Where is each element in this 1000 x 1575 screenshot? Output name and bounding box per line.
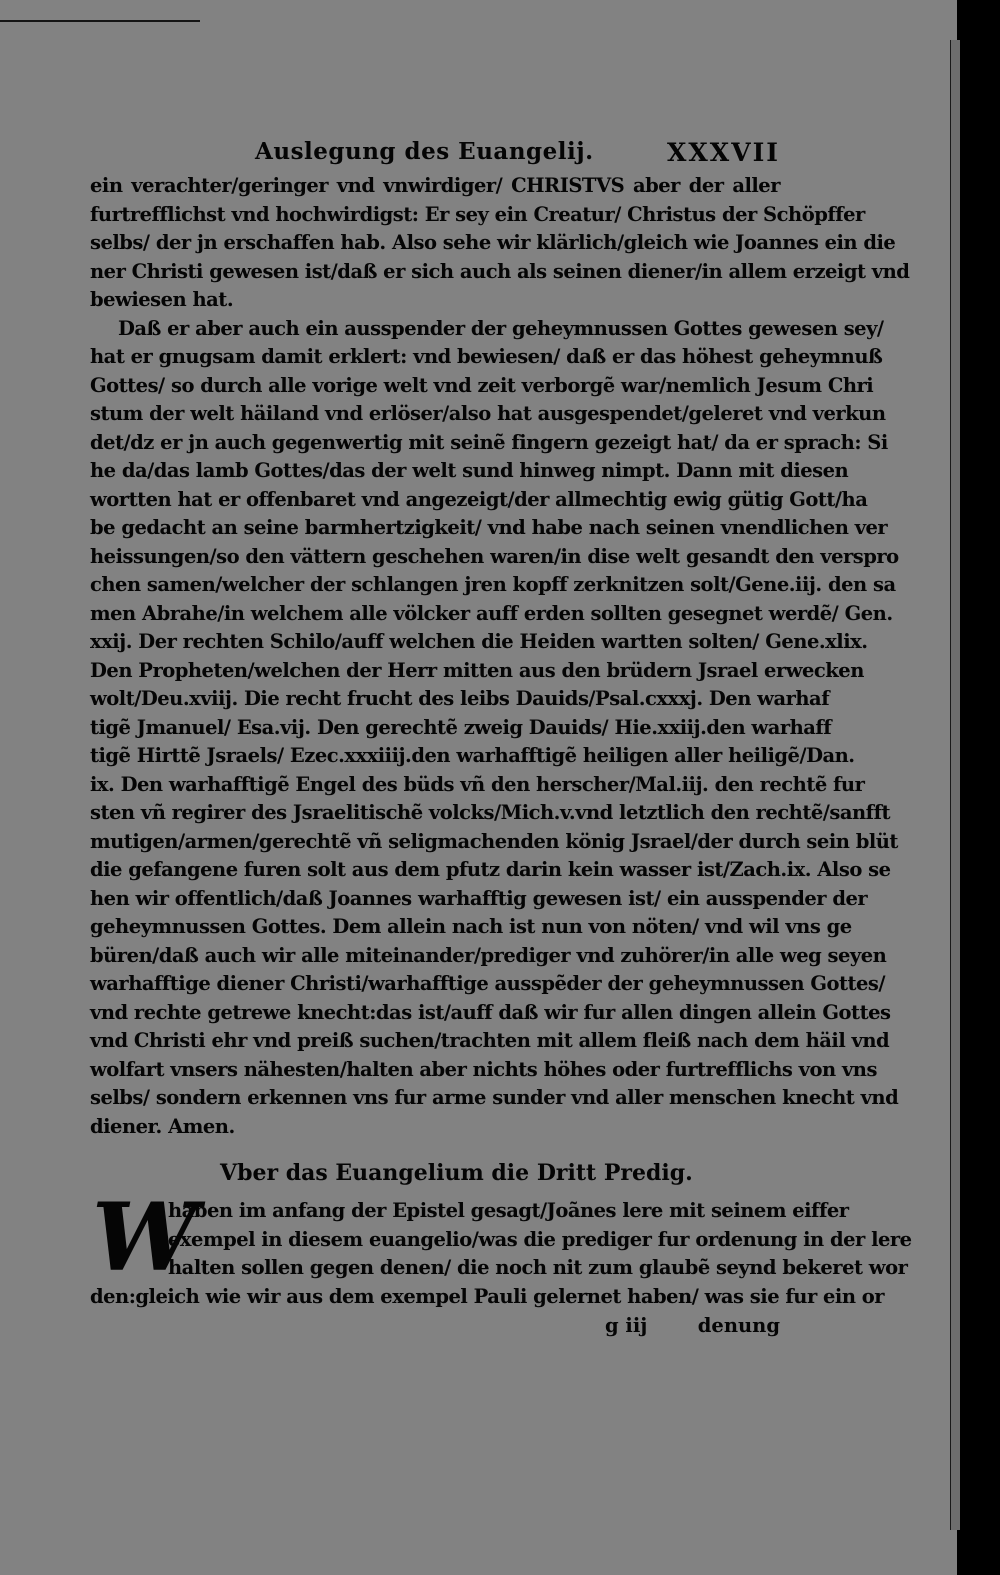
text-line: wortten hat er offenbaret vnd angezeigt/der allmechtig ewig gütig Gott/ha xyxy=(90,487,868,511)
text-line: be gedacht an seine barmhertzigkeit/ vnd habe nach seinen vnendlichen ver xyxy=(90,516,888,539)
text-line: Gottes/ so durch alle vorige welt vnd zeit verborgẽ war/nemlich Jesum Chri xyxy=(90,373,874,397)
text-line: xxij. Der rechten Schilo/auff welchen die Heiden wartten solten/ Gene.xlix. xyxy=(90,630,868,653)
text-line: heissungen/so den vättern geschehen waren/in dise welt gesandt den verspro xyxy=(90,544,899,568)
drop-cap-initial: W xyxy=(92,1183,198,1293)
text-line: halten sollen gegen denen/ die noch nit zum glaubẽ seynd bekeret wor xyxy=(168,1256,908,1279)
signature-mark: g iij xyxy=(605,1314,648,1337)
text-line: det/dz er jn auch gegenwertig mit seinẽ fingern gezeigt hat/ da er sprach: Si xyxy=(90,430,888,454)
section-title: Vber das Euangelium die Dritt Predig. xyxy=(220,1160,693,1186)
folio-number: XXXVII xyxy=(667,138,780,167)
text-line: Daß er aber auch ein ausspender der geheymnussen Gottes gewesen sey/ xyxy=(118,316,884,340)
text-line: chen samen/welcher der schlangen jren kopff zerknitzen solt/Gene.iij. den sa xyxy=(90,573,896,596)
text-line: haben im anfang der Epistel gesagt/Joãnes lere mit seinem eiffer xyxy=(168,1199,849,1222)
paragraph-continuation xyxy=(90,172,910,315)
text-line: ix. Den warhafftigẽ Engel des büds vñ den herscher/Mal.iij. den rechtẽ fur xyxy=(90,772,865,796)
paragraph-main xyxy=(90,315,899,1142)
text-line: diener. Amen. xyxy=(90,1114,235,1138)
text-line: selbs/ der jn erschaffen hab. Also sehe wir klärlich/gleich wie Joannes ein die xyxy=(90,231,896,254)
text-line: vnd rechte getrewe knecht:das ist/auff daß wir fur allen dingen allein Gottes xyxy=(90,1000,891,1024)
text-line: den:gleich wie wir aus dem exempel Pauli gelernet haben/ was sie fur ein or xyxy=(90,1284,885,1308)
text-line: stum der welt häiland vnd erlöser/also hat ausgespendet/geleret vnd verkun xyxy=(90,402,886,425)
text-line: die gefangene furen solt aus dem pfutz darin kein wasser ist/Zach.ix. Also se xyxy=(90,858,891,881)
text-line: Den Propheten/welchen der Herr mitten aus den brüdern Jsrael erwecken xyxy=(90,658,864,682)
book-binding xyxy=(960,0,1000,1575)
text-line: exempel in diesem euangelio/was die prediger fur ordenung in der lere xyxy=(168,1227,912,1251)
text-line: bewiesen hat. xyxy=(90,288,234,311)
text-line: geheymnussen Gottes. Dem allein nach ist nun von nöten/ vnd wil vns ge xyxy=(90,915,852,938)
text-line: men Abrahe/in welchem alle völcker auff erden sollten gesegnet werdẽ/ Gen. xyxy=(90,601,893,625)
text-line: tigẽ Jmanuel/ Esa.vij. Den gerechtẽ zweig Dauids/ Hie.xxiij.den warhaff xyxy=(90,715,832,739)
text-line: sten vñ regirer des Jsraelitischẽ volcks/Mich.v.vnd letztlich den rechtẽ/sanfft xyxy=(90,801,890,824)
text-line: büren/daß auch wir alle miteinander/prediger vnd zuhörer/in alle weg seyen xyxy=(90,943,887,967)
text-line: warhafftige diener Christi/warhafftige ausspẽder der geheymnussen Gottes/ xyxy=(90,972,886,995)
page-header xyxy=(90,132,780,172)
text-line: ein verachter/geringer vnd vnwirdiger/ CHRISTVS aber der aller xyxy=(90,174,780,197)
text-line: tigẽ Hirttẽ Jsraels/ Ezec.xxxiiij.den warhafftigẽ heiligen aller heiligẽ/Dan. xyxy=(90,744,855,767)
text-line: furtrefflichst vnd hochwirdigst: Er sey ein Creatur/ Christus der Schöpffer xyxy=(90,202,865,226)
text-line: vnd Christi ehr vnd preiß suchen/trachten mit allem fleiß nach dem häil vnd xyxy=(90,1029,890,1052)
text-line: hen wir offentlich/daß Joannes warhafftig gewesen ist/ ein ausspender der xyxy=(90,886,868,910)
text-line: selbs/ sondern erkennen vns fur arme sunder vnd aller menschen knecht vnd xyxy=(90,1086,899,1109)
text-line: ner Christi gewesen ist/daß er sich auch als seinen diener/in allem erzeigt vnd xyxy=(90,259,910,283)
page-footer xyxy=(90,1311,780,1341)
text-block xyxy=(90,132,912,1341)
catchword: denung xyxy=(697,1314,780,1337)
page-corner-mark xyxy=(0,0,200,22)
running-head: Auslegung des Euangelij. xyxy=(255,138,594,165)
text-line: mutigen/armen/gerechtẽ vñ seligmachenden könig Jsrael/der durch sein blüt xyxy=(90,829,898,853)
section-paragraph xyxy=(90,1183,912,1311)
text-line: wolt/Deu.xviij. Die recht frucht des leibs Dauids/Psal.cxxxj. Den warhaf xyxy=(90,687,830,710)
text-line: hat er gnugsam damit erklert: vnd bewiesen/ daß er das höhest geheymnuß xyxy=(90,345,883,368)
text-line: wolfart vnsers nähesten/halten aber nichts höhes oder furtrefflichs von vns xyxy=(90,1057,877,1081)
text-line: he da/das lamb Gottes/das der welt sund hinweg nimpt. Dann mit diesen xyxy=(90,459,849,482)
